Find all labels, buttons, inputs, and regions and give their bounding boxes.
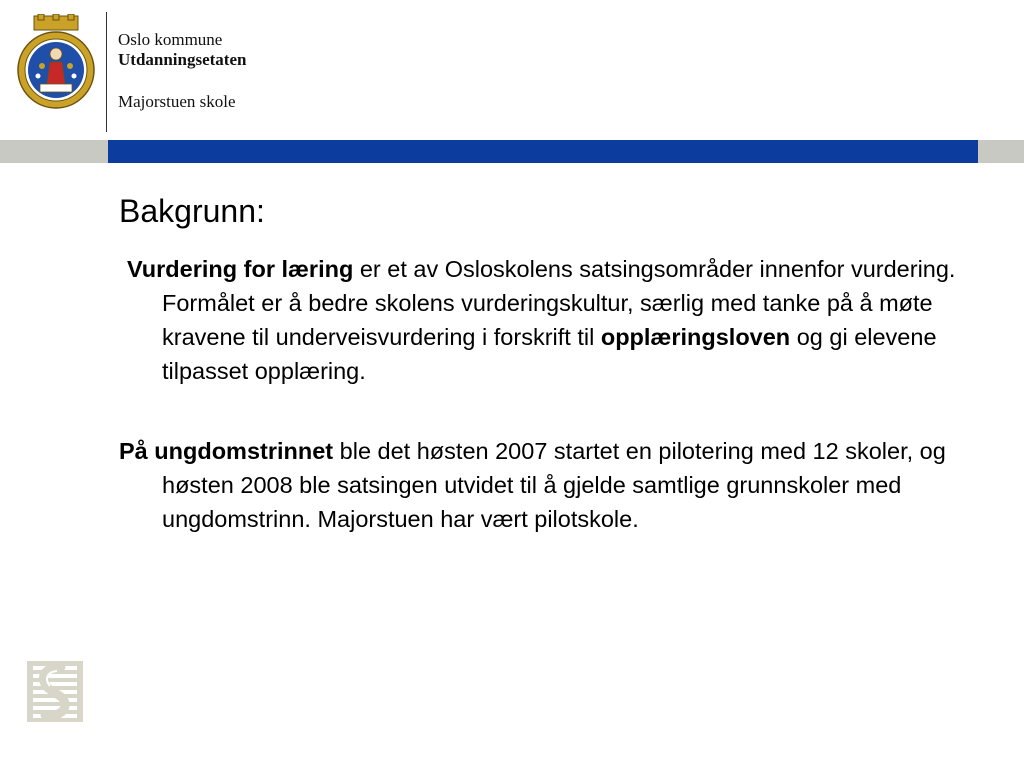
paragraph-1 [119,252,979,388]
oslo-kommune-logo-icon [27,661,83,722]
org-name: Oslo kommune [118,30,223,49]
school-name: Majorstuen skole [118,92,236,111]
header-band-blue [108,140,978,163]
header-band-right [978,140,1024,163]
slide-title: Bakgrunn: [119,193,265,229]
paragraph-1-text-b: og gi elevene tilpasset opplæring. [162,324,937,384]
oslo-coat-of-arms-icon [16,14,96,114]
organization-block [118,30,246,112]
slide-body [119,252,979,536]
paragraph-1-text-a: er et av Osloskolens satsingsområder innenfor vurdering. Formålet er å bedre skolens vurderingskultur, særlig med tanke på å møte kravene til underveisvurdering i forskrift til [162,256,956,350]
paragraph-1-emphasis: opplæringsloven [600,324,791,350]
paragraph-2-lead: På ungdomstrinnet [119,438,334,464]
paragraph-2 [119,434,979,536]
paragraph-1-lead: Vurdering for læring [127,256,354,282]
department-name: Utdanningsetaten [118,50,247,69]
header-divider [106,12,107,132]
paragraph-2-text: ble det høsten 2007 startet en pilotering med 12 skoler, og høsten 2008 ble satsingen utvidet til å gjelde samtlige grunnskoler med ungdomstrinn. Majorstuen har vært pilotskole. [162,438,946,532]
header-band-left [0,140,108,163]
